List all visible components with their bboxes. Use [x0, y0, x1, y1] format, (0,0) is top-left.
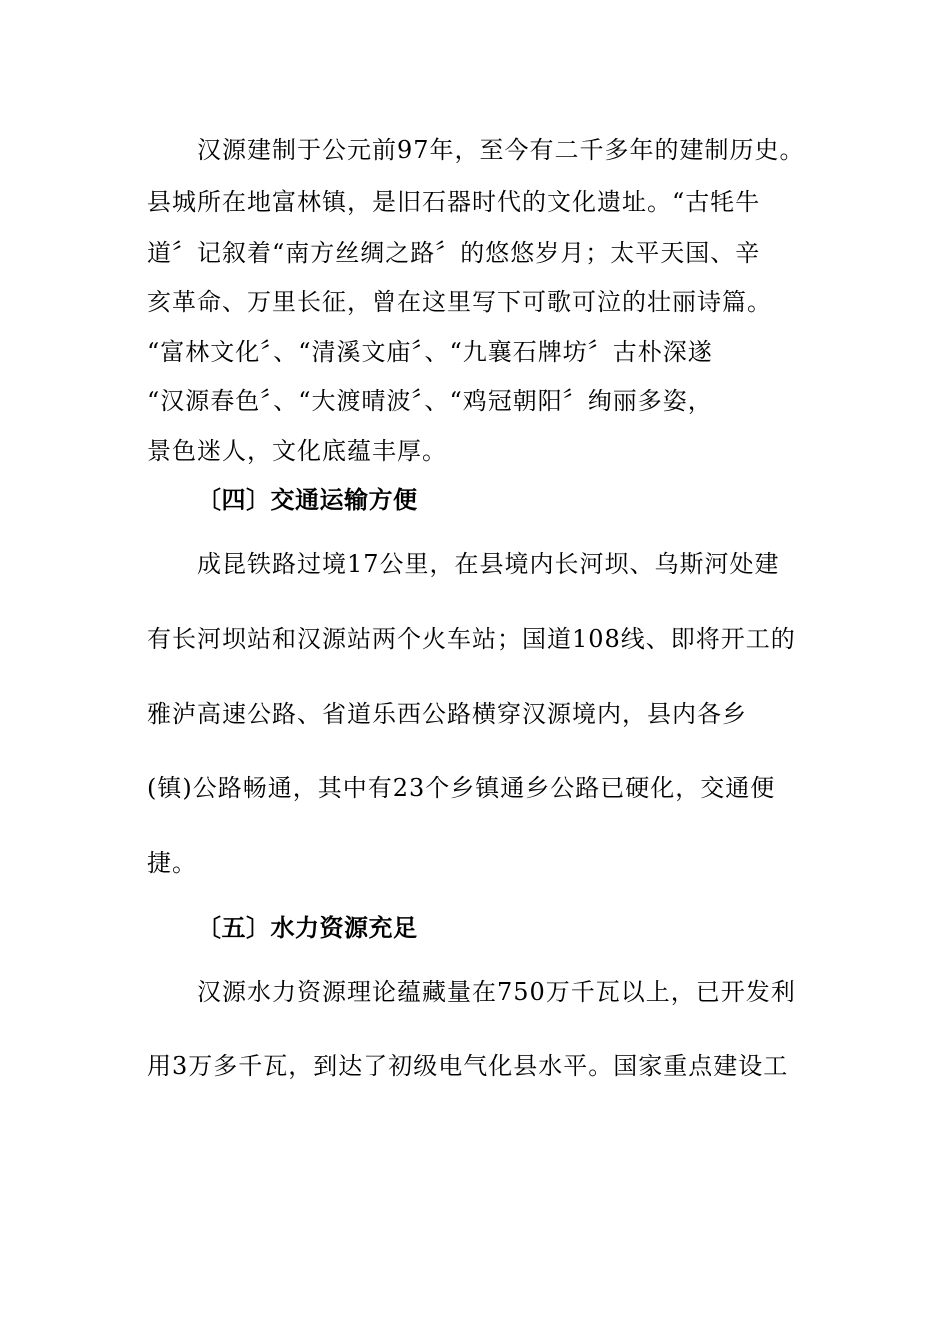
- paragraph-history-line: “汉源春色〞、“大渡晴波〞、“鸡冠朝阳〞绚丽多姿，: [147, 387, 713, 415]
- paragraph-water-line: 汉源水力资源理论蕴藏量在750万千瓦以上，已开发利: [197, 978, 796, 1006]
- paragraph-water-line: 用3万多千瓦，到达了初级电气化县水平。国家重点建设工: [147, 1052, 789, 1080]
- paragraph-history-line: 县城所在地富林镇，是旧石器时代的文化遗址。“古牦牛: [147, 188, 761, 216]
- paragraph-transport-line: 有长河坝站和汉源站两个火车站；国道108线、即将开工的: [147, 625, 796, 653]
- paragraph-history-line: 道〞记叙着“南方丝绸之路〞的悠悠岁月；太平天国、辛: [147, 239, 761, 267]
- paragraph-history-line: “富林文化〞、“清溪文庙〞、“九襄石牌坊〞古朴深遂: [147, 338, 713, 366]
- paragraph-history-line: 亥革命、万里长征，曾在这里写下可歌可泣的壮丽诗篇。: [147, 288, 772, 316]
- paragraph-transport-line: 成昆铁路过境17公里，在县境内长河坝、乌斯河处建: [197, 550, 780, 578]
- paragraph-transport-line: (镇)公路畅通，其中有23个乡镇通乡公路已硬化，交通便: [147, 774, 776, 802]
- section-heading-transport: 〔四〕交通运输方便: [197, 485, 418, 514]
- paragraph-history-line: 景色迷人，文化底蕴丰厚。: [147, 437, 447, 465]
- paragraph-history-line: 汉源建制于公元前97年，至今有二千多年的建制历史。: [197, 136, 805, 164]
- paragraph-transport-line: 捷。: [147, 849, 197, 877]
- paragraph-transport-line: 雅泸高速公路、省道乐西公路横穿汉源境内，县内各乡: [147, 700, 747, 728]
- section-heading-water: 〔五〕水力资源充足: [197, 913, 418, 942]
